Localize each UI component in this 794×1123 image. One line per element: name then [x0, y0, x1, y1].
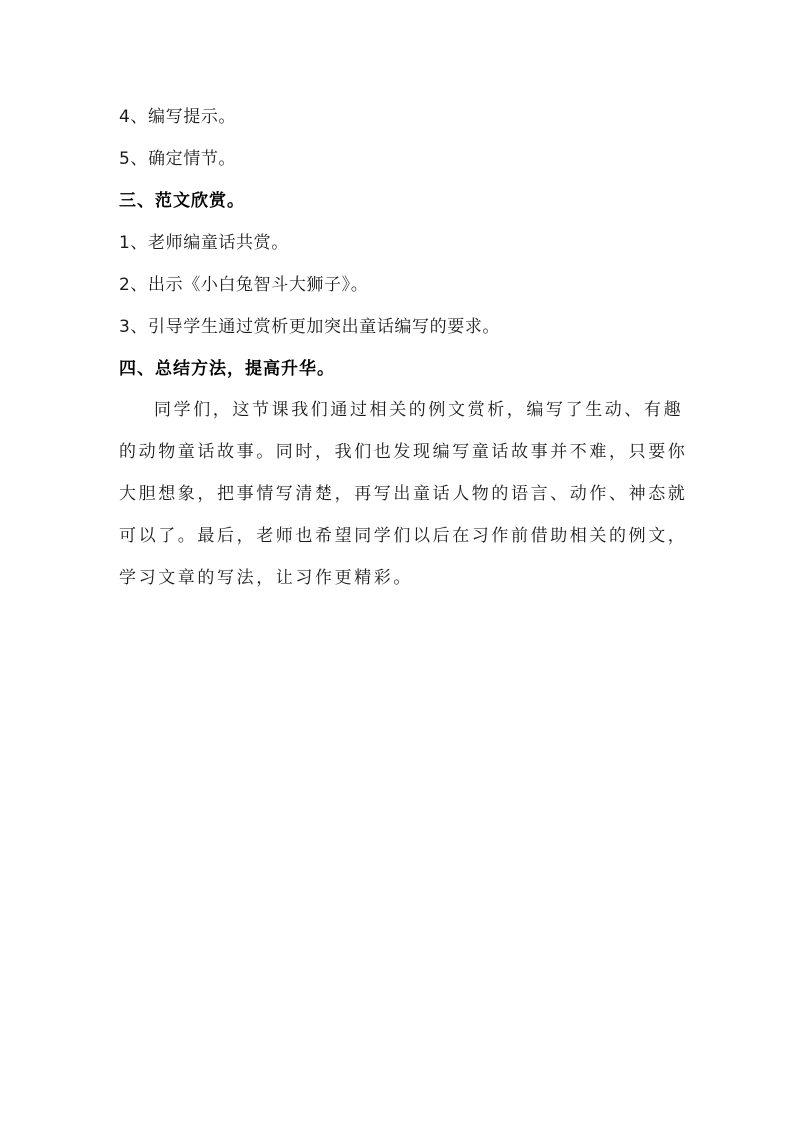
paragraph-line: 的动物童话故事。同时，我们也发现编写童话故事并不难，只要你: [119, 442, 688, 462]
list-item-writing-tips: 4、编写提示。: [119, 107, 237, 127]
paragraph-line: 可以了。最后，老师也希望同学们以后在习作前借助相关的例文，: [119, 526, 688, 546]
paragraph-line: 学习文章的写法，让习作更精彩。: [119, 568, 413, 588]
list-item-guide-students: 3、引导学生通过赏析更加突出童话编写的要求。: [119, 317, 501, 337]
list-item-teacher-story: 1、老师编童话共赏。: [119, 233, 289, 253]
list-item-show-story: 2、出示《小白兔智斗大狮子》。: [119, 275, 369, 295]
section-heading-model-essay: 三、范文欣赏。: [119, 191, 245, 211]
section-heading-summary: 四、总结方法，提高升华。: [119, 359, 335, 379]
paragraph-line: 同学们，这节课我们通过相关的例文赏析，编写了生动、有趣: [154, 400, 684, 420]
paragraph-line: 大胆想象，把事情写清楚，再写出童话人物的语言、动作、神态就: [119, 484, 688, 504]
list-item-determine-plot: 5、确定情节。: [119, 149, 237, 169]
